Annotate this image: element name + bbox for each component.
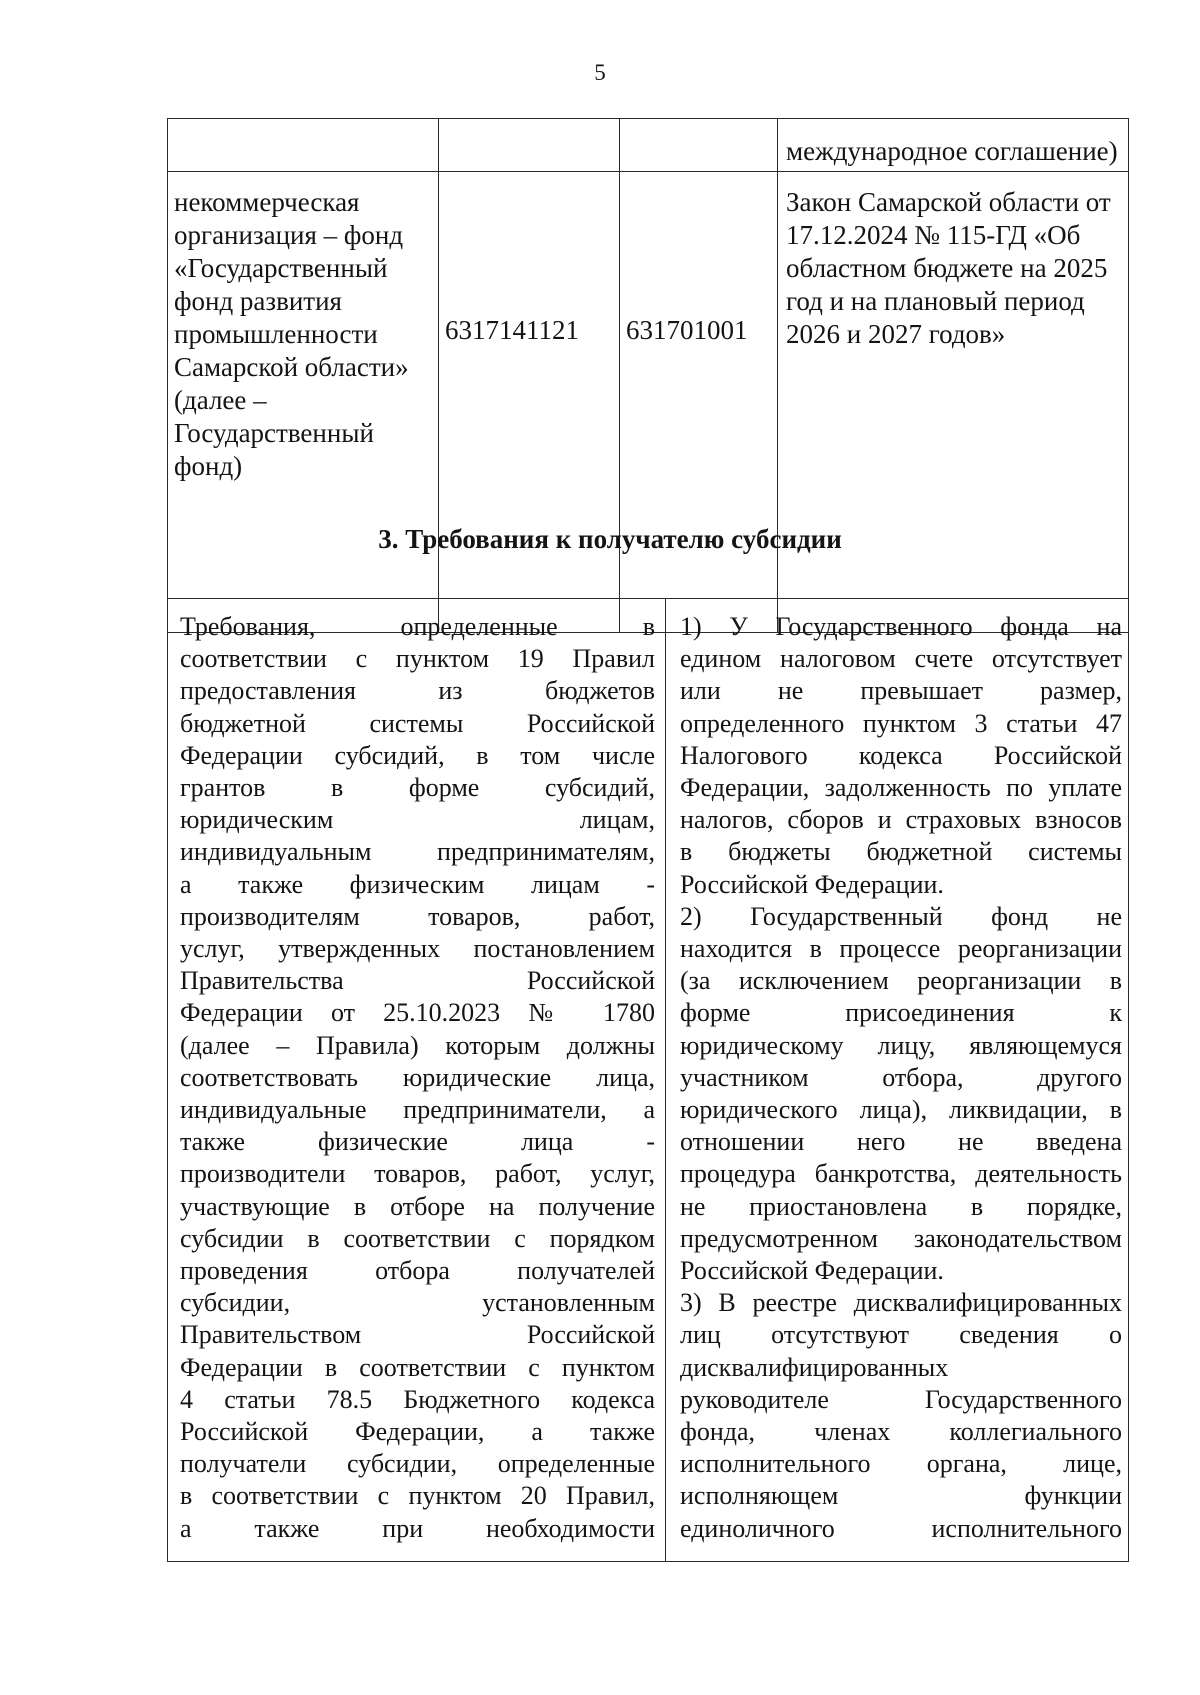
text-line: Российской Федерации, а также [180,1417,655,1447]
text-line: 1) У Государственного фонда на [680,612,1122,641]
text-line: отношении него не введена [680,1127,1122,1157]
text-line: услуг, утвержденных постановлением [180,934,655,964]
page-number: 5 [594,60,606,85]
table-row [168,172,1129,633]
section-heading: 3. Требования к получателю субсидии [378,524,842,554]
text-line: 2026 и 2027 годов» [786,319,1006,349]
text-line: предоставления из бюджетов [180,676,655,706]
requirements-description-text [180,611,655,1545]
table-cell [620,119,778,172]
requirements-table [167,598,1129,1562]
kpp-cell: 631701001 [620,172,778,633]
text-line: соответствовать юридические лица, [180,1062,655,1092]
text-line: 4 статьи 78.5 Бюджетного кодекса [180,1384,655,1414]
text-line: а также при необходимости [180,1513,655,1543]
text-line: соответствии с пунктом 19 Правил [180,644,655,674]
text-line: «Государственный [174,253,388,283]
text-line: также физические лица - [180,1127,655,1157]
text-line: юридическим лицам, [180,805,655,835]
recipient-table [167,118,1129,633]
text-line: исполняющем функции [680,1481,1122,1511]
text-line: производителям товаров, работ, [180,901,655,931]
text-line: бюджетной системы Российской [180,708,655,738]
inn-cell: 6317141121 [439,172,620,633]
text-line: Правительством Российской [180,1320,655,1350]
text-line: Закон Самарской области от [786,187,1111,217]
text-line: Федерации в соответствии с пунктом [180,1352,655,1382]
text-line: субсидии в соответствии с порядком [180,1223,655,1253]
text-line: предусмотренном законодательством [680,1223,1122,1253]
text-line: в бюджеты бюджетной системы [680,837,1122,867]
text-line: находится в процессе реорганизации [680,934,1122,964]
table-cell: международное соглашение) [778,119,1129,172]
text-line: единоличного исполнительного [680,1513,1122,1543]
text-line: 2) Государственный фонд не [680,901,1122,931]
text-line: (далее – [174,385,267,415]
text-line: процедура банкротства, деятельность [680,1159,1122,1189]
table-cell [439,119,620,172]
text-line: грантов в форме субсидий, [180,773,655,803]
text-line: едином налоговом счете отсутствует [680,644,1122,674]
text-line: в соответствии с пунктом 20 Правил, [180,1481,655,1511]
table-cell [168,119,439,172]
text-line: получатели субсидии, определенные [180,1449,655,1479]
text-line: Самарской области» [174,352,409,382]
text-line: промышленности [174,319,378,349]
requirements-description-cell [168,599,666,1562]
text-line: налогов, сборов и страховых взносов [680,805,1122,835]
text-line: определенного пунктом 3 статьи 47 [680,708,1122,738]
text-line: (за исключением реорганизации в [680,966,1122,996]
text-line: исполнительного органа, лице, [680,1449,1122,1479]
table-row [168,599,1129,1562]
text-line: 17.12.2024 № 115-ГД «Об [786,220,1081,250]
text-line: организация – фонд [174,220,404,250]
text-line: проведения отбора получателей [180,1256,655,1286]
text-line: производители товаров, работ, услуг, [180,1159,655,1189]
requirements-conditions-cell [666,599,1129,1562]
requirements-conditions-text [680,611,1122,1545]
text-line: фонд развития [174,286,342,316]
text-line: не приостановлена в порядке, [680,1191,1122,1221]
text-line: 3) В реестре дисквалифицированных [680,1288,1122,1318]
text-line: юридического лица), ликвидации, в [680,1095,1122,1125]
text-line: фонд) [174,451,243,481]
text-line: форме присоединения к [680,998,1122,1028]
text-line: участником отбора, другого [680,1062,1122,1092]
recipient-name-cell [168,172,439,633]
text-line: год и на плановый период [786,286,1085,316]
text-line: а также физическим лицам - [180,869,655,899]
text-line: руководителе Государственного [680,1384,1122,1414]
text-line: областном бюджете на 2025 [786,253,1108,283]
table-row [168,119,1129,172]
text-line: юридическому лицу, являющемуся [680,1030,1122,1060]
text-line: Российской Федерации. [680,869,944,899]
text-line: субсидии, установленным [180,1288,655,1318]
text-line: Федерации от 25.10.2023 № 1780 [180,998,655,1028]
text-line: некоммерческая [174,187,360,217]
text-line: Государственный [174,418,374,448]
text-line: Российской Федерации. [680,1256,944,1286]
text-line: индивидуальные предприниматели, а [180,1095,655,1125]
text-line: дисквалифицированных [680,1352,949,1382]
text-line: лиц отсутствуют сведения о [680,1320,1122,1350]
text-line: Федерации субсидий, в том числе [180,740,655,770]
text-line: Федерации, задолженность по уплате [680,773,1122,803]
text-line: Налогового кодекса Российской [680,740,1122,770]
text-line: фонда, членах коллегиального [680,1417,1122,1447]
legal-basis-text [786,186,1124,351]
text-line: участвующие в отборе на получение [180,1191,655,1221]
text-line: или не превышает размер, [680,676,1122,706]
text-line: индивидуальным предпринимателям, [180,837,655,867]
text-line: Требования, определенные в [180,612,655,641]
text-line: (далее – Правила) которым должны [180,1030,655,1060]
text-line: Правительства Российской [180,966,655,996]
legal-basis-cell [778,172,1129,633]
recipient-name-text [174,186,438,483]
